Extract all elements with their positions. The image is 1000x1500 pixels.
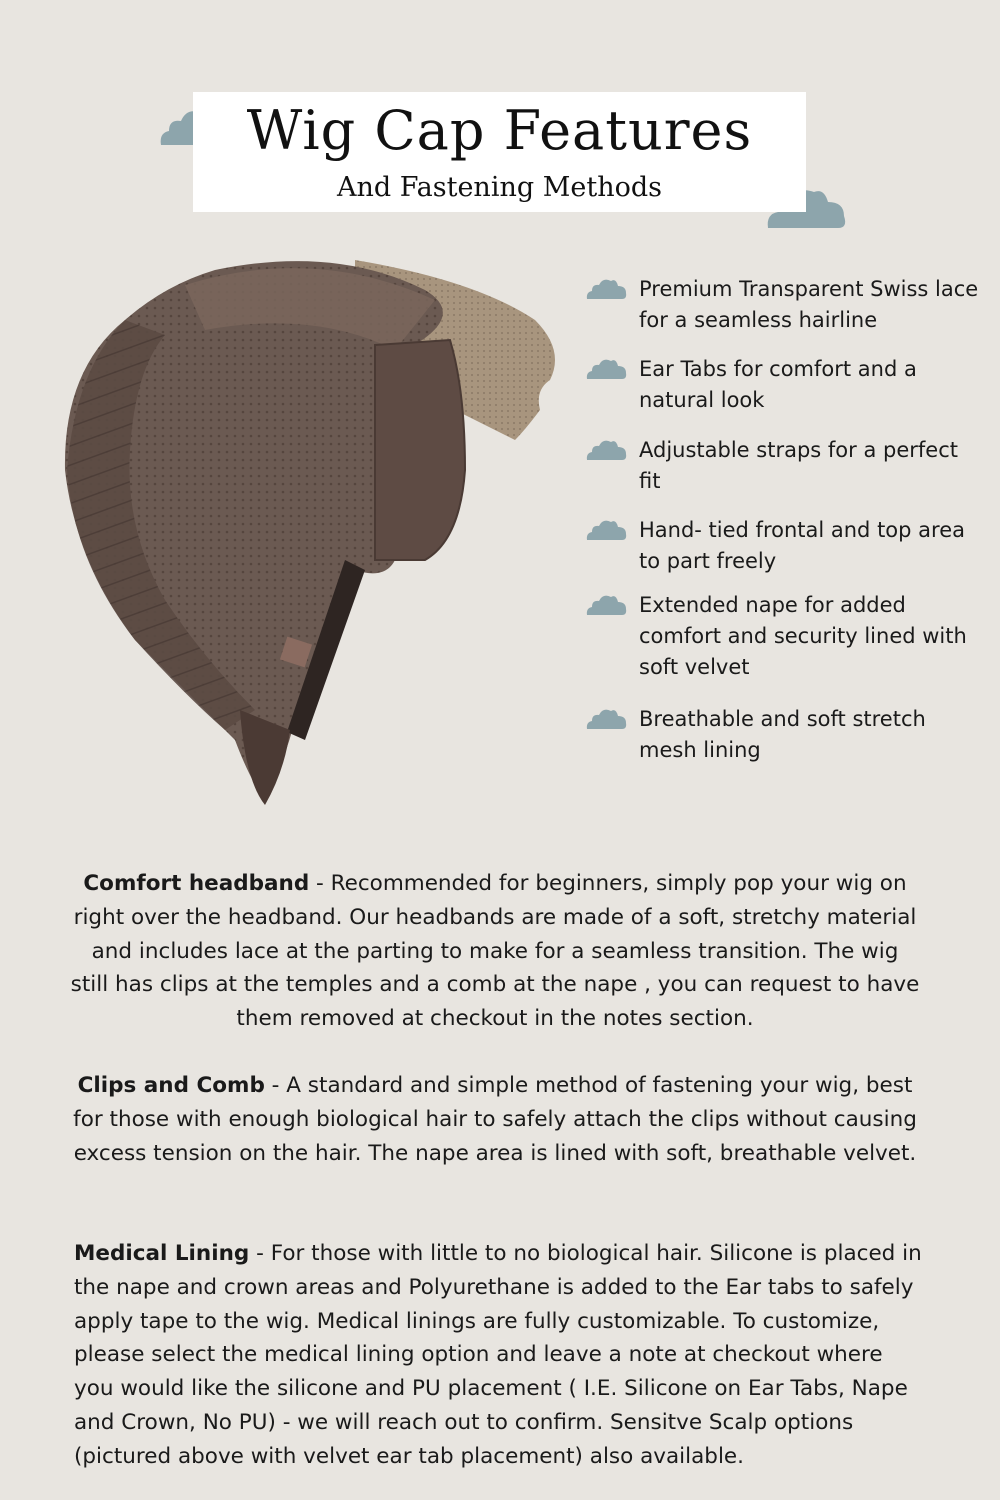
feature-text: Breathable and soft stretch mesh lining (639, 707, 926, 762)
feature-text: Adjustable straps for a perfect fit (639, 438, 958, 493)
section-body: - For those with little to no biological hair. Silicone is placed in the nape and crown areas and Polyurethane is added to the Ear tabs to safely apply tape to the wig. Medical linings are fully customizable. To customize, please select the medical lining option and leave a note at checkout where you would like the silicone and PU placement ( I.E. Silicone on Ear Tabs, Nape and Crown, No PU) - we will reach out to confirm. Sensitve Scalp options (pictured above with velvet ear tab placement) also available. (74, 1241, 922, 1469)
cloud-icon (585, 437, 629, 465)
feature-text: Extended nape for added comfort and security lined with soft velvet (639, 593, 967, 679)
wig-cap-image (55, 240, 565, 810)
cloud-icon (585, 517, 629, 545)
cloud-icon (585, 276, 629, 304)
section-title: Medical Lining (74, 1241, 250, 1266)
cloud-icon (585, 706, 629, 734)
section-title: Clips and Comb (77, 1073, 265, 1098)
section-body: - Recommended for beginners, simply pop your wig on right over the headband. Our headbands are made of a soft, stretchy material and includes lace at the parting to make for a seamless transition. The wig still has clips at the temples and a comb at the nape , you can request to have them removed at checkout in the notes section. (70, 871, 920, 1032)
title-card (193, 92, 806, 212)
section-title: Comfort headband (83, 871, 310, 896)
feature-text: Ear Tabs for comfort and a natural look (639, 357, 917, 412)
cloud-icon (585, 592, 629, 620)
feature-text: Hand- tied frontal and top area to part freely (639, 518, 965, 573)
section-body: - A standard and simple method of fastening your wig, best for those with enough biological hair to safely attach the clips without causing excess tension on the hair. The nape area is lined with soft, breathable velvet. (73, 1073, 917, 1166)
section-clips-and-comb (70, 1069, 920, 1170)
section-medical-lining (74, 1237, 924, 1474)
page-title: Wig Cap Features (246, 99, 753, 162)
cloud-icon (585, 356, 629, 384)
page-subtitle: And Fastening Methods (337, 172, 662, 203)
section-comfort-headband (70, 867, 920, 1036)
feature-text: Premium Transparent Swiss lace for a seamless hairline (639, 277, 979, 332)
